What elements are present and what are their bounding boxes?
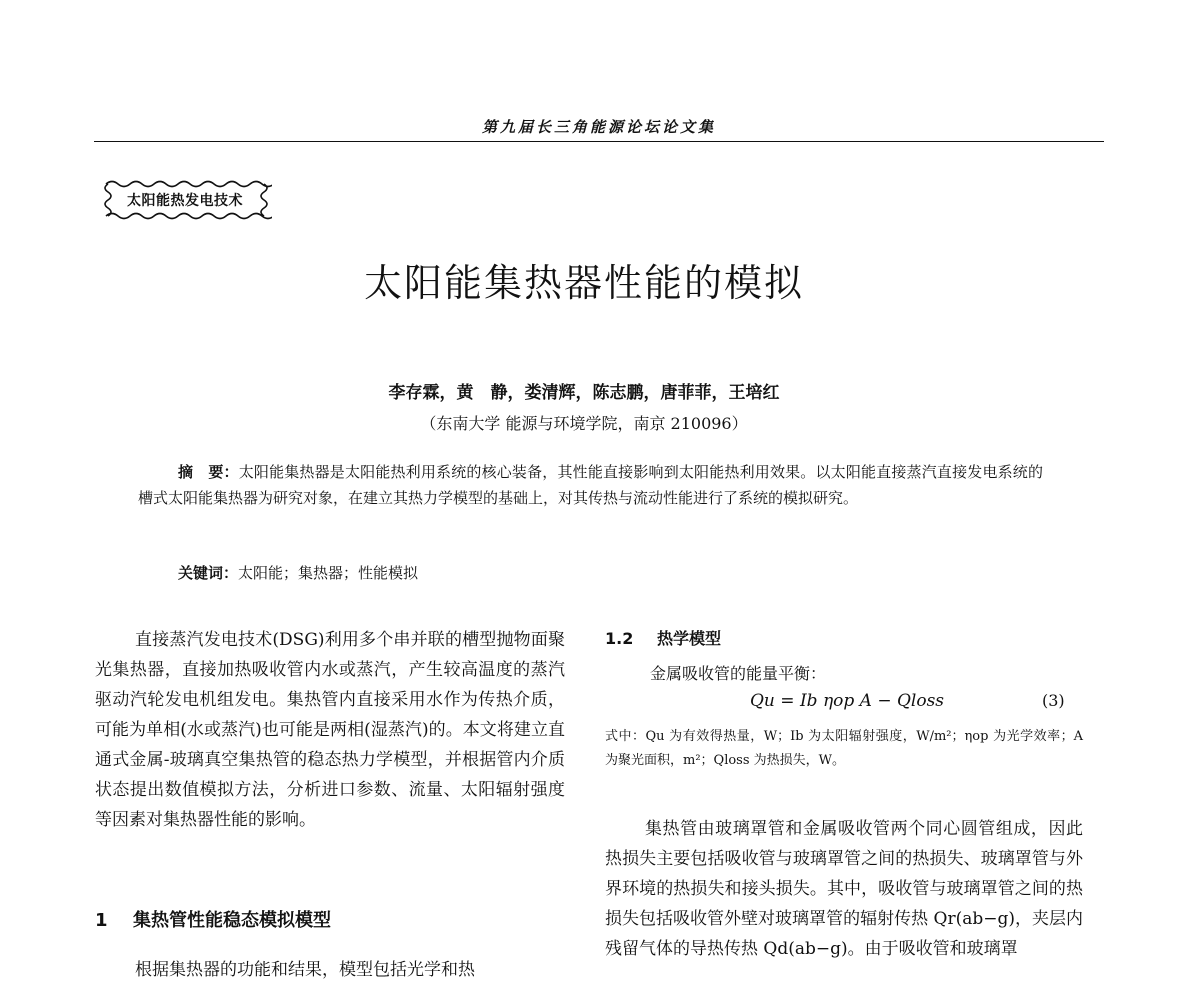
abstract-text: 太阳能集热器是太阳能热利用系统的核心装备，其性能直接影响到太阳能热利用效果。以太阳能直接蒸汽直接发电系统的槽式太阳能集热器为研究对象，在建立其热力学模型的基础上，对其传热与流动性能进行了系统的模拟研究。 xyxy=(138,463,1043,507)
keywords-text: 太阳能；集热器；性能模拟 xyxy=(238,564,419,582)
equation-definitions: 式中：Qu 为有效得热量，W；Ib 为太阳辐射强度，W/m²；ηop 为光学效率；A 为聚光面积，m²；Qloss 为热损失，W。 xyxy=(605,729,1083,768)
section-heading-1-2-number: 1.2 xyxy=(605,629,634,648)
section-1-paragraph: 根据集热器的功能和结果，模型包括光学和热 xyxy=(135,960,475,980)
header-rule xyxy=(94,141,1104,142)
intro-paragraph: 直接蒸汽发电技术(DSG)利用多个串并联的槽型抛物面聚光集热器，直接加热吸收管内水或蒸汽，产生较高温度的蒸汽驱动汽轮发电机组发电。集热管内直接采用水作为传热介质，可能为单相(水或蒸汽)也可能是两相(湿蒸汽)的。本文将建立直通式金属-玻璃真空集热管的稳态热力学模型，并根据管内介质状态提出数值模拟方法，分析进口参数、流量、太阳辐射强度等因素对集热器性能的影响。 xyxy=(95,630,565,830)
equation: Qu = Ib ηop A − Qloss xyxy=(750,691,945,711)
keywords-label: 关键词： xyxy=(178,564,239,582)
section-heading-1-text: 集热管性能稳态模拟模型 xyxy=(133,910,331,931)
section-heading-1-number: 1 xyxy=(95,910,108,931)
abstract xyxy=(138,459,1043,511)
energy-balance-text: 金属吸收管的能量平衡： xyxy=(650,664,827,683)
paper-title: 太阳能集热器性能的模拟 xyxy=(363,261,804,305)
authors: 李存霖，黄 静，娄清辉，陈志鹏，唐菲菲，王培红 xyxy=(388,383,780,403)
equation-number: (3) xyxy=(1042,691,1065,710)
section-tag xyxy=(98,176,272,224)
heat-loss-paragraph: 集热管由玻璃罩管和金属吸收管两个同心圆管组成，因此热损失主要包括吸收管与玻璃罩管之间的热损失、玻璃罩管与外界环境的热损失和接头损失。其中，吸收管与玻璃罩管之间的热损失包括吸收管外壁对玻璃罩管的辐射传热 Qr(ab−g)，夹层内残留气体的导热传热 Qd(ab−g)。由于吸收管和玻璃罩 xyxy=(605,819,1083,959)
keywords xyxy=(178,562,418,583)
section-tag-label: 太阳能热发电技术 xyxy=(127,193,243,209)
abstract-label: 摘 要： xyxy=(178,463,239,481)
section-heading-1-2-text: 热学模型 xyxy=(657,629,722,648)
affiliation: （东南大学 能源与环境学院，南京 210096） xyxy=(420,414,748,433)
section-heading-1-2 xyxy=(605,626,721,649)
running-header: 第九届长三角能源论坛论文集 xyxy=(481,118,716,136)
section-heading-1 xyxy=(95,906,331,932)
